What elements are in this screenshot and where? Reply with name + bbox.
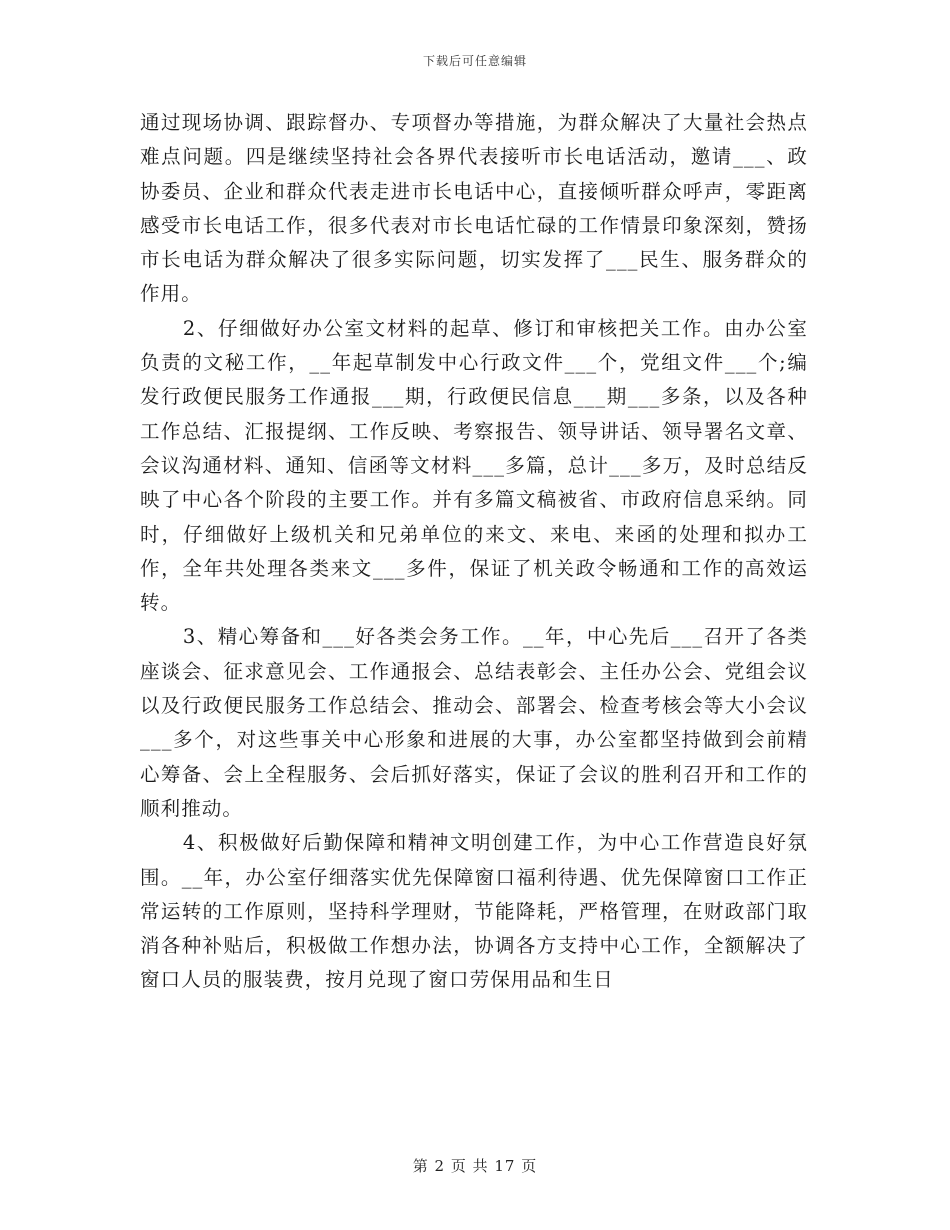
paragraph-1: 通过现场协调、跟踪督办、专项督办等措施，为群众解决了大量社会热点难点问题。四是继续坚持社会各界代表接听市长电话活动，邀请___、政协委员、企业和群众代表走进市长电话中心，直接倾听群众呼声，零距离感受市长电话工作，很多代表对市长电话忙碌的工作情景印象深刻，赞扬市长电话为群众解决了很多实际问题，切实发挥了___民生、服务群众的作用。 [140, 111, 808, 306]
page-header: 下载后可任意编辑 [422, 54, 527, 68]
paragraph-4: 4、积极做好后勤保障和精神文明创建工作，为中心工作营造良好氛围。__年，办公室仔细落实优先保障窗口福利待遇、优先保障窗口工作正常运转的工作原则，坚持科学理财，节能降耗，严格管理，在财政部门取消各种补贴后，积极做工作想办法，协调各方支持中心工作，全额解决了窗口人员的服装费，按月兑现了窗口劳保用品和生日 [140, 831, 808, 992]
paragraph-3: 3、精心筹备和___好各类会务工作。__年，中心先后___召开了各类座谈会、征求意见会、工作通报会、总结表彰会、主任办公会、党组会议以及行政便民服务工作总结会、推动会、部署会、检查考核会等大小会议___多个，对这些事关中心形象和进展的大事，办公室都坚持做到会前精心筹备、会上全程服务、会后抓好落实，保证了会议的胜利召开和工作的顺利推动。 [140, 625, 808, 820]
paragraph-2: 2、仔细做好办公室文材料的起草、修订和审核把关工作。由办公室负责的文秘工作，__年起草制发中心行政文件___个，党组文件___个;编发行政便民服务工作通报___期，行政便民信息___期___多条，以及各种工作总结、汇报提纲、工作反映、考察报告、领导讲话、领导署名文章、会议沟通材料、通知、信函等文材料___多篇，总计___多万，及时总结反映了中心各个阶段的主要工作。并有多篇文稿被省、市政府信息采纳。同时，仔细做好上级机关和兄弟单位的来文、来电、来函的处理和拟办工作，全年共处理各类来文___多件，保证了机关政令畅通和工作的高效运转。 [140, 316, 808, 615]
document-body [140, 106, 808, 998]
page-number-footer: 第 2 页 共 17 页 [412, 1157, 538, 1175]
